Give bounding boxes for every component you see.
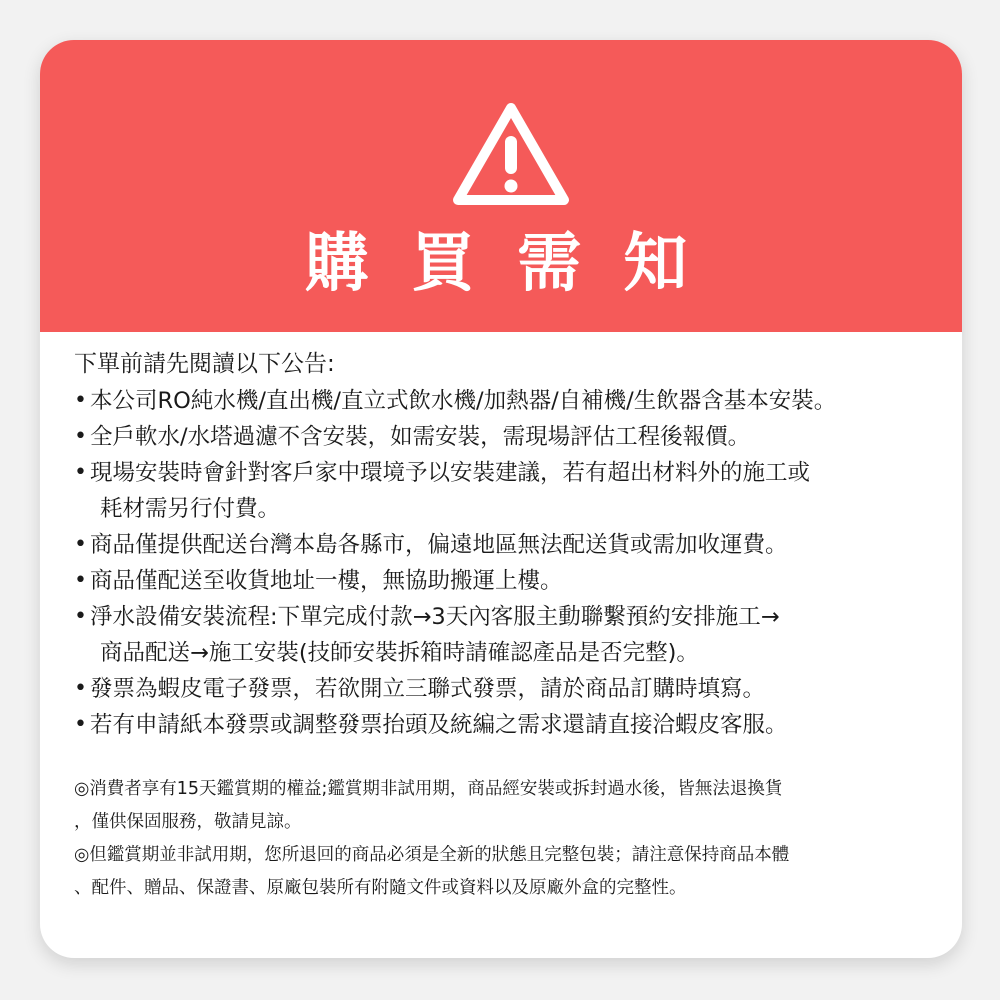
intro-text: 下單前請先閱讀以下公告: [74, 351, 335, 377]
footnote-line: ◎但鑑賞期並非試用期，您所退回的商品必須是全新的狀態且完整包裝；請注意保持商品本體 [74, 845, 790, 865]
footnotes [74, 773, 944, 905]
list-item-text: 若有申請紙本發票或調整發票抬頭及統編之需求還請直接洽蝦皮客服。 [90, 712, 788, 738]
notice-header [40, 40, 962, 332]
list-item-text: 商品僅提供配送台灣本島各縣市，偏遠地區無法配送貨或需加收運費。 [90, 532, 788, 558]
list-item [74, 563, 944, 599]
footnote-line: ，僅供保固服務，敬請見諒。 [74, 812, 302, 832]
notice-body [74, 346, 944, 905]
bullet-dot: • [74, 460, 87, 485]
bullet-dot: • [74, 388, 87, 413]
list-item [74, 527, 944, 563]
footnote-line: 、配件、贈品、保證書、原廠包裝所有附隨文件或資料以及原廠外盒的完整性。 [74, 878, 687, 898]
bullet-dot: • [74, 712, 87, 737]
bullet-dot: • [74, 424, 87, 449]
list-item [74, 707, 944, 743]
bullet-dot: • [74, 532, 87, 557]
list-item-text: 本公司RO純水機/直出機/直立式飲水機/加熱器/自補機/生飲器含基本安裝。 [90, 388, 837, 414]
list-item-text: 現場安裝時會針對客戶家中環境予以安裝建議，若有超出材料外的施工或 [90, 460, 811, 486]
list-item-text: 耗材需另行付費。 [100, 496, 281, 522]
bullet-dot: • [74, 604, 87, 629]
footnote-line: ◎消費者享有15天鑑賞期的權益;鑑賞期非試用期，商品經安裝或拆封過水後，皆無法退換貨 [74, 779, 783, 799]
list-item-text: 全戶軟水/水塔過濾不含安裝，如需安裝，需現場評估工程後報價。 [90, 424, 751, 450]
list-item [74, 455, 944, 527]
list-item-text: 商品僅配送至收貨地址一樓，無協助搬運上樓。 [90, 568, 563, 594]
list-item-text: 發票為蝦皮電子發票，若欲開立三聯式發票，請於商品訂購時填寫。 [90, 676, 766, 702]
notice-card [40, 40, 962, 958]
list-item [74, 599, 944, 671]
page-title: 購 買 需 知 [304, 227, 698, 301]
list-item-text: 商品配送→施工安裝(技師安裝拆箱時請確認產品是否完整)。 [100, 640, 699, 666]
warning-triangle-icon [452, 100, 570, 208]
bullet-dot: • [74, 676, 87, 701]
bullet-dot: • [74, 568, 87, 593]
list-item [74, 671, 944, 707]
list-item [74, 383, 944, 419]
list-item [74, 419, 944, 455]
list-item-text: 淨水設備安裝流程:下單完成付款→3天內客服主動聯繫預約安排施工→ [90, 604, 780, 630]
notice-list [74, 383, 944, 743]
